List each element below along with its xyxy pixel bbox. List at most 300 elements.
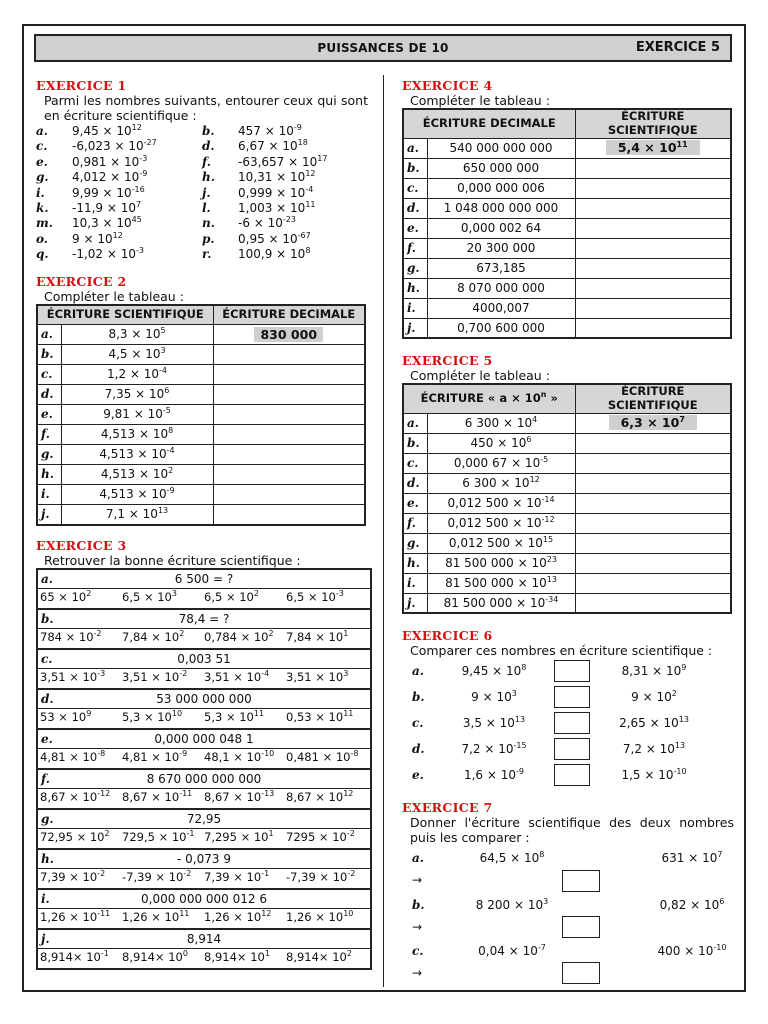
item-letter: d. — [202, 139, 215, 154]
option: $8,914\times 10^0$ — [122, 949, 188, 965]
row-letter: g. — [37, 445, 61, 465]
power-number: 0,012 $500 \times 10^{15}$ — [448, 534, 554, 550]
page-header — [34, 34, 732, 62]
table-row — [403, 553, 731, 573]
question-cell — [37, 689, 371, 709]
row-answer — [213, 465, 365, 485]
ex1-title: EXERCICE 1 — [36, 78, 127, 93]
row-value — [427, 593, 575, 613]
question-cell — [37, 569, 371, 589]
ex4-col1-header: ÉCRITURE DECIMALE — [403, 109, 575, 138]
comparison-box — [554, 712, 590, 734]
arrow-icon: → — [412, 919, 423, 934]
question-cell — [37, 929, 371, 949]
row-letter: a. — [41, 571, 53, 586]
ex7-title: EXERCICE 7 — [402, 800, 493, 816]
scientific-number: $4,513 \times 10^{-4}$ — [99, 446, 175, 462]
item-letter: j. — [202, 185, 211, 200]
option: $7,39 \times 10^{-2}$ — [40, 869, 106, 885]
right-number: $8,31 \times 10^9$ — [621, 662, 687, 678]
right-number: $9 \times 10^2$ — [631, 688, 677, 704]
option: $8,67 \times 10^{-13}$ — [204, 789, 275, 805]
ex5-title: EXERCICE 5 — [402, 353, 493, 369]
item-number: $457 \times 10^{-9}$ — [238, 123, 302, 138]
ex5-col2-header: ÉCRITURE SCIENTIFIQUE — [575, 384, 731, 413]
row-answer — [213, 325, 365, 345]
option: $6,5 \times 10^3$ — [122, 589, 177, 605]
item-letter: p. — [202, 231, 215, 246]
row-answer — [213, 345, 365, 365]
ex3-instruction: Retrouver la bonne écriture scientifique : — [44, 552, 301, 568]
item-letter: i. — [36, 185, 45, 200]
item-number: $4,012 \times 10^{-9}$ — [72, 169, 148, 185]
ex2-instruction: Compléter le tableau : — [44, 288, 184, 304]
question-row — [37, 649, 371, 669]
ex2-col2-header: ÉCRITURE DECIMALE — [213, 305, 365, 325]
ex4-instruction: Compléter le tableau : — [410, 93, 550, 108]
row-value: 1 048 000 000 000 — [427, 198, 575, 218]
row-letter: h. — [403, 278, 427, 298]
answer-value — [606, 140, 700, 155]
row-value — [427, 513, 575, 533]
table-row — [403, 533, 731, 553]
table-row — [37, 385, 365, 405]
row-letter: i. — [403, 573, 427, 593]
option: $7295 \times 10^{-2}$ — [286, 829, 355, 845]
option: $1,26 \times 10^{12}$ — [204, 909, 272, 925]
row-letter: h. — [37, 465, 61, 485]
options-row — [37, 589, 371, 609]
option: $5,3 \times 10^{11}$ — [204, 709, 265, 725]
option: $7,295 \times 10^1$ — [204, 829, 274, 845]
row-value: 650 000 000 — [427, 158, 575, 178]
power-number: 0,012 $500 \times 10^{-12}$ — [447, 514, 555, 530]
answer-row — [402, 916, 734, 938]
question-row — [37, 569, 371, 589]
row-answer — [575, 573, 731, 593]
option: $0,53 \times 10^{11}$ — [286, 709, 354, 725]
ex5-table — [402, 383, 732, 614]
row-letter: e. — [412, 767, 424, 782]
right-number: $400 \times 10^{-10}$ — [657, 942, 727, 958]
item-number: $0,999 \times 10^{-4}$ — [238, 184, 314, 200]
row-answer — [575, 298, 731, 318]
ex4-title: EXERCICE 4 — [402, 78, 493, 93]
option: $1,26 \times 10^{10}$ — [286, 909, 354, 925]
item-number: $9,99 \times 10^{-16}$ — [72, 184, 145, 200]
option: $7,84 \times 10^1$ — [286, 629, 349, 645]
row-letter: c. — [412, 943, 424, 958]
ex2-title: EXERCICE 2 — [36, 273, 127, 289]
row-answer — [575, 493, 731, 513]
ex6-title: EXERCICE 6 — [402, 628, 493, 644]
options-list — [40, 911, 368, 925]
option: $729,5 \times 10^{-1}$ — [122, 829, 195, 845]
question-value: 72,95 — [186, 811, 222, 826]
scientific-number: $1,2 \times 10^{-4}$ — [107, 366, 168, 382]
option: $-7,39 \times 10^{-2}$ — [122, 869, 192, 885]
row-letter: h. — [41, 851, 54, 866]
row-letter: c. — [41, 651, 53, 666]
compare-row — [402, 898, 734, 912]
row-answer — [575, 218, 731, 238]
power-number: 0,000 $67 \times 10^{-5}$ — [453, 454, 549, 470]
right-number: $631 \times 10^7$ — [661, 850, 723, 866]
option: $7,39 \times 10^{-1}$ — [204, 869, 270, 885]
row-letter: e. — [37, 405, 61, 425]
option: $5,3 \times 10^{10}$ — [122, 709, 183, 725]
ex3-title: EXERCICE 3 — [36, 537, 127, 553]
options-row — [37, 629, 371, 649]
row-answer — [213, 405, 365, 425]
question-value: 0,003 51 — [177, 651, 231, 666]
row-letter: j. — [41, 931, 50, 946]
answer-value — [609, 415, 697, 430]
answer-value: 830 000 — [254, 327, 323, 342]
option: $4,81 \times 10^{-9}$ — [122, 749, 188, 765]
comparison-box — [554, 686, 590, 708]
power-number: 81 500 $000 \times 10^{13}$ — [445, 574, 557, 590]
ex1-list — [36, 124, 368, 262]
ex3-table — [36, 568, 372, 970]
compare-row — [402, 944, 734, 958]
options-row — [37, 829, 371, 849]
question-value: 0,000 000 000 012 6 — [141, 891, 267, 906]
row-value — [61, 485, 213, 505]
table-row — [403, 158, 731, 178]
options-row — [37, 949, 371, 969]
question-cell — [37, 729, 371, 749]
item-number: $0,981 \times 10^{-3}$ — [72, 153, 148, 169]
question-cell — [37, 889, 371, 909]
question-cell — [37, 849, 371, 869]
row-answer — [575, 258, 731, 278]
item-letter: n. — [202, 216, 215, 231]
question-cell — [37, 769, 371, 789]
scientific-number: $4,513 \times 10^{-9}$ — [99, 486, 175, 502]
table-row — [37, 325, 365, 345]
item-number: $-6,023 \times 10^{-27}$ — [72, 138, 157, 154]
options-row — [37, 909, 371, 929]
row-answer — [575, 198, 731, 218]
table-row — [403, 593, 731, 613]
row-letter: i. — [403, 298, 427, 318]
scientific-number: $4,513 \times 10^2$ — [100, 466, 174, 482]
row-answer — [213, 385, 365, 405]
row-value — [427, 533, 575, 553]
table-row — [37, 485, 365, 505]
left-number: $9,45 \times 10^8$ — [461, 662, 527, 678]
table-row — [37, 445, 365, 465]
row-answer — [575, 178, 731, 198]
options-cell — [37, 709, 371, 729]
options-cell — [37, 749, 371, 769]
table-row — [403, 258, 731, 278]
row-value — [427, 413, 575, 433]
option: $-7,39 \times 10^{-2}$ — [286, 869, 356, 885]
row-letter: f. — [403, 238, 427, 258]
power-number: 0,012 $500 \times 10^{-14}$ — [447, 494, 555, 510]
column-divider — [383, 75, 384, 987]
row-answer — [575, 513, 731, 533]
option: $1,26 \times 10^{-11}$ — [40, 909, 111, 925]
table-row — [403, 238, 731, 258]
options-row — [37, 789, 371, 809]
question-row — [37, 769, 371, 789]
options-cell — [37, 789, 371, 809]
row-letter: g. — [403, 258, 427, 278]
item-number: $-11,9 \times 10^7$ — [72, 199, 142, 215]
row-value — [427, 433, 575, 453]
question-row — [37, 609, 371, 629]
right-column — [402, 78, 734, 984]
row-value — [61, 425, 213, 445]
right-number: $1,5 \times 10^{-10}$ — [621, 766, 687, 782]
row-letter: b. — [41, 611, 54, 626]
ex7-list — [402, 851, 734, 984]
item-number: $0,95 \times 10^{-67}$ — [238, 230, 311, 246]
row-answer — [213, 425, 365, 445]
power-number: 6 $300 \times 10^{12}$ — [462, 474, 540, 490]
row-value — [427, 453, 575, 473]
row-value — [427, 473, 575, 493]
row-value: 20 300 000 — [427, 238, 575, 258]
options-list — [40, 591, 368, 605]
option: $8,67 \times 10^{12}$ — [286, 789, 354, 805]
row-value: 8 070 000 000 — [427, 278, 575, 298]
options-cell — [37, 589, 371, 609]
row-value — [61, 345, 213, 365]
comparison-box — [554, 738, 590, 760]
row-letter: j. — [403, 318, 427, 338]
option: $6,5 \times 10^2$ — [204, 589, 259, 605]
row-letter: a. — [412, 851, 424, 866]
options-cell — [37, 869, 371, 889]
options-list — [40, 951, 368, 965]
item-number: $100,9 \times 10^8$ — [238, 246, 311, 262]
row-letter: b. — [37, 345, 61, 365]
row-letter: a. — [403, 138, 427, 158]
options-cell — [37, 909, 371, 929]
row-answer — [575, 593, 731, 613]
item-number: $6,67 \times 10^{18}$ — [238, 138, 308, 154]
power-number: 81 500 $000 \times 10^{23}$ — [445, 554, 557, 570]
table-row — [403, 318, 731, 338]
compare-row — [402, 851, 734, 865]
question-value: 78,4 = ? — [178, 611, 230, 626]
row-letter: f. — [403, 513, 427, 533]
row-value — [61, 505, 213, 525]
row-answer — [575, 158, 731, 178]
row-value — [427, 573, 575, 593]
ex5-instruction: Compléter le tableau : — [410, 368, 550, 384]
right-number: $0,82 \times 10^6$ — [659, 896, 725, 912]
item-letter: g. — [36, 170, 49, 185]
ex6-instruction: Comparer ces nombres en écriture scientifique : — [410, 643, 713, 659]
options-list — [40, 831, 368, 845]
row-letter: f. — [37, 425, 61, 445]
scientific-number: $7,1 \times 10^{13}$ — [105, 506, 169, 522]
answer-row — [402, 870, 734, 892]
item-number: $-1,02 \times 10^{-3}$ — [72, 246, 144, 262]
table-row — [403, 433, 731, 453]
row-answer — [213, 505, 365, 525]
row-letter: a. — [37, 325, 61, 345]
question-row — [37, 849, 371, 869]
table-row — [37, 345, 365, 365]
table-row — [37, 405, 365, 425]
question-value: 6 500 = ? — [174, 571, 234, 586]
scientific-number: $4,513 \times 10^8$ — [100, 426, 174, 442]
row-letter: d. — [37, 385, 61, 405]
power-number: $450 \times 10^6$ — [470, 434, 532, 450]
table-row — [403, 493, 731, 513]
scientific-number: $6,3 \times 10^7$ — [615, 415, 691, 430]
row-value — [61, 465, 213, 485]
option: $0,481 \times 10^{-8}$ — [286, 749, 359, 765]
option: $4,81 \times 10^{-8}$ — [40, 749, 106, 765]
table-row — [403, 198, 731, 218]
option: $3,51 \times 10^{-4}$ — [204, 669, 270, 685]
ex5-col1-header: ÉCRITURE « $a \times 10^n$ » — [403, 384, 575, 413]
question-cell — [37, 649, 371, 669]
item-number: $9,45 \times 10^{12}$ — [72, 123, 142, 138]
row-answer — [575, 278, 731, 298]
option: $3,51 \times 10^3$ — [286, 669, 349, 685]
scientific-number: $4,5 \times 10^3$ — [108, 346, 166, 362]
row-letter: a. — [412, 663, 424, 678]
option: $65 \times 10^2$ — [40, 589, 92, 605]
row-letter: c. — [403, 178, 427, 198]
left-number: $0,04 \times 10^{-7}$ — [478, 942, 546, 958]
option: $784 \times 10^{-2}$ — [40, 629, 102, 645]
question-row — [37, 809, 371, 829]
options-list — [40, 791, 368, 805]
row-value: 673,185 — [427, 258, 575, 278]
row-value — [61, 325, 213, 345]
power-number: 6 $300 \times 10^4$ — [464, 414, 538, 430]
option: $1,26 \times 10^{11}$ — [122, 909, 190, 925]
answer-row — [402, 962, 734, 984]
item-letter: h. — [202, 170, 215, 185]
question-cell — [37, 809, 371, 829]
row-letter: b. — [403, 433, 427, 453]
ex4-table — [402, 108, 732, 339]
item-letter: e. — [36, 154, 48, 169]
table-row — [403, 413, 731, 433]
question-value: 8,914 — [186, 931, 222, 946]
row-letter: d. — [403, 473, 427, 493]
ex4-col2-header: ÉCRITURE SCIENTIFIQUE — [575, 109, 731, 138]
table-row — [403, 473, 731, 493]
option: $72,95 \times 10^2$ — [40, 829, 110, 845]
row-letter: h. — [403, 553, 427, 573]
row-value — [427, 553, 575, 573]
row-value — [61, 445, 213, 465]
row-answer — [575, 413, 731, 433]
option: $53 \times 10^9$ — [40, 709, 92, 725]
ex1-instruction: Parmi les nombres suivants, entourer ceux qui sont en écriture scientifique : — [44, 93, 368, 123]
row-letter: c. — [412, 715, 424, 730]
row-letter: b. — [412, 897, 425, 912]
arrow-icon: → — [412, 873, 423, 888]
table-row — [403, 573, 731, 593]
option: $8,914\times 10^1$ — [204, 949, 270, 965]
row-letter: i. — [41, 891, 50, 906]
option: $3,51 \times 10^{-2}$ — [122, 669, 188, 685]
row-letter: b. — [412, 689, 425, 704]
option: $6,5 \times 10^{-3}$ — [286, 589, 344, 605]
item-number: $-6 \times 10^{-23}$ — [238, 215, 296, 231]
row-letter: d. — [41, 691, 54, 706]
row-letter: d. — [412, 741, 425, 756]
option: $8,914\times 10^2$ — [286, 949, 352, 965]
options-list — [40, 631, 368, 645]
options-list — [40, 711, 368, 725]
item-letter: m. — [36, 216, 53, 231]
item-letter: o. — [36, 231, 48, 246]
question-value: 0,000 000 048 1 — [154, 731, 254, 746]
row-value — [61, 385, 213, 405]
option: $3,51 \times 10^{-3}$ — [40, 669, 106, 685]
item-letter: r. — [202, 247, 212, 262]
row-letter: c. — [37, 365, 61, 385]
option: $8,914\times 10^{-1}$ — [40, 949, 109, 965]
power-number: 81 500 $000 \times 10^{-34}$ — [443, 594, 559, 610]
row-letter: b. — [403, 158, 427, 178]
left-number: $7,2 \times 10^{-15}$ — [461, 740, 527, 756]
header-exercise: EXERCICE 5 — [635, 40, 720, 55]
row-letter: g. — [403, 533, 427, 553]
right-number: $7,2 \times 10^{13}$ — [622, 740, 686, 756]
question-value: - 0,073 9 — [177, 851, 231, 866]
question-value: 8 670 000 000 000 — [146, 771, 262, 786]
row-value — [61, 365, 213, 385]
row-answer — [575, 318, 731, 338]
question-cell — [37, 609, 371, 629]
row-answer — [575, 433, 731, 453]
table-row — [403, 218, 731, 238]
item-number: $10,3 \times 10^{45}$ — [72, 215, 142, 231]
option: $7,84 \times 10^2$ — [122, 629, 185, 645]
scientific-number: $8,3 \times 10^5$ — [108, 326, 166, 342]
arrow-icon: → — [412, 966, 423, 981]
left-number: 8 $200 \times 10^3$ — [475, 896, 549, 912]
row-letter: f. — [41, 771, 50, 786]
row-letter: d. — [403, 198, 427, 218]
row-value: 0,000 000 006 — [427, 178, 575, 198]
item-letter: c. — [36, 139, 48, 154]
row-letter: j. — [403, 593, 427, 613]
left-number: $1,6 \times 10^{-9}$ — [463, 766, 525, 782]
item-letter: l. — [202, 200, 211, 215]
table-row — [403, 178, 731, 198]
row-value: 0,700 600 000 — [427, 318, 575, 338]
row-letter: a. — [403, 413, 427, 433]
row-value: 0,000 002 64 — [427, 218, 575, 238]
option: $8,67 \times 10^{-12}$ — [40, 789, 111, 805]
options-cell — [37, 949, 371, 969]
comparison-box — [562, 962, 600, 984]
ex7-instruction: Donner l'écriture scientifique des deux nombres puis les comparer : — [410, 815, 734, 846]
row-answer — [213, 365, 365, 385]
item-letter: q. — [36, 247, 49, 262]
left-column — [36, 78, 368, 970]
left-number: $64,5 \times 10^8$ — [479, 850, 545, 866]
item-number: $9 \times 10^{12}$ — [72, 230, 123, 246]
item-number: $10,31 \times 10^{12}$ — [238, 169, 316, 185]
table-row — [403, 513, 731, 533]
